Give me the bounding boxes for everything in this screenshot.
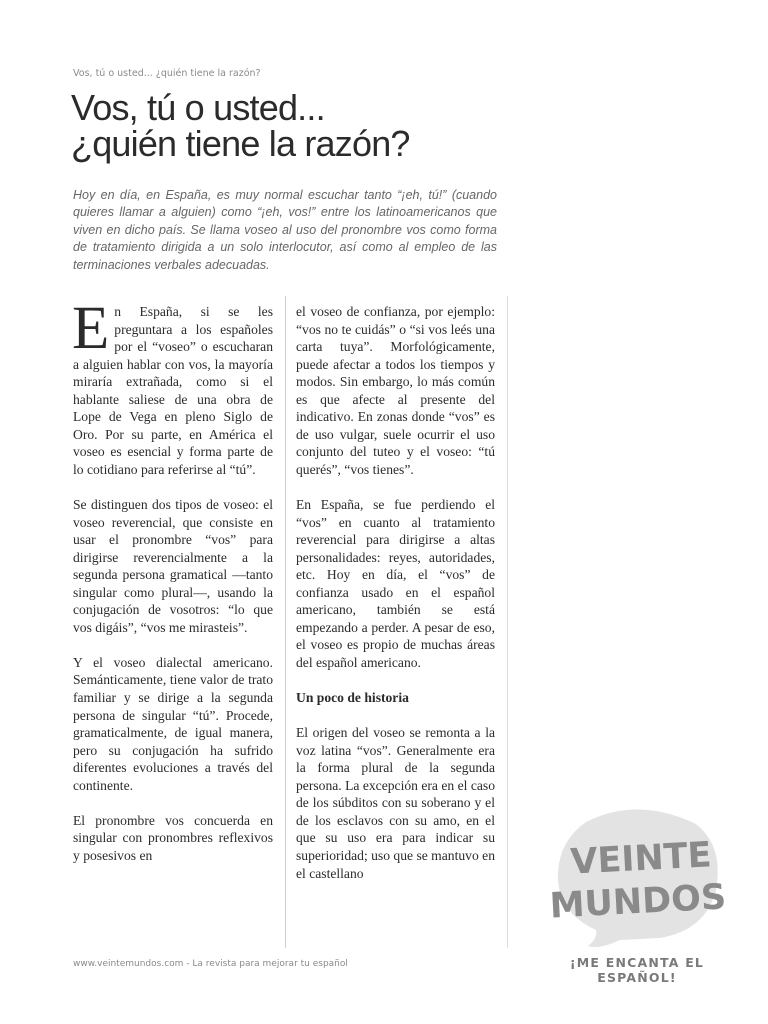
logo-tagline: ¡ME ENCANTA EL ESPAÑOL! (569, 955, 705, 985)
right-paragraph-3: El origen del voseo se remonta a la voz latina “vos”. Generalmente era la forma plural de la segunda persona. La excepción era en el caso de los súbditos con su soberano y el de los esclavos con su amo, en el que su uso era para indicar su superioridad; uso que se mantuvo en el castellano (296, 725, 495, 881)
right-column (296, 303, 495, 900)
left-paragraph-3: Y el voseo dialectal americano. Semánticamente, tiene valor de trato familiar y se dirige a la segunda persona de singular “tú”. Procede, gramaticalmente, de igual manera, pero su conjugación ha sufrido diferentes evoluciones a través del continente. (73, 654, 273, 793)
footer-url: www.veintemundos.com - La revista para mejorar tu español (73, 959, 348, 969)
right-margin-rule (507, 296, 508, 948)
article-title (71, 87, 410, 164)
title-line-2: ¿quién tiene la razón? (71, 123, 410, 164)
left-paragraph-2: Se distinguen dos tipos de voseo: el voseo reverencial, que consiste en usar el pronombre “vos” para dirigirse reverencialmente a la segunda persona gramatical —tanto singular como plural—, usando la conjugación de vosotros: “lo que vos digáis”, “vos me mirasteis”. (73, 497, 273, 635)
veintemundos-logo (548, 800, 728, 950)
left-column (72, 295, 273, 882)
right-paragraph-1: el voseo de confianza, por ejemplo: “vos no te cuidás” o “si vos leés una carta tuya”. Morfológicamente, puede afectar a todos los tiempos y modos. Sin embargo, lo más común es que afecte al presente del indicativo. En zonas donde “vos” es de uso vulgar, suele ocurrir el uso conjunto del tuteo y el voseo: “tú querés”, “vos tienes”. (296, 304, 495, 477)
left-paragraph-1 (72, 295, 273, 478)
article-intro: Hoy en día, en España, es muy normal escuchar tanto “¡eh, tú!” (cuando quieres llamar a alguien) como “¡eh, vos!” entre los latinoamericanos que viven en dicho país. Se llama voseo al uso del pronombre vos como forma de tratamiento dirigida a un solo interlocutor, así como al empleo de las terminaciones verbales adecuadas. (73, 188, 497, 272)
left-paragraph-1-text: n España, si se les preguntara a los españoles por el “voseo” o escucharan a alguien hablar con vos, la mayoría miraría extrañada, como si el hablante saliese de una obra de Lope de Vega en pleno Siglo de Oro. Por su parte, en América el voseo es esencial y forma parte de lo cotidiano para referirse al “tú”. (73, 304, 273, 477)
column-divider (285, 296, 286, 948)
logo-word-2: MUNDOS (548, 877, 728, 927)
drop-cap: E (72, 295, 110, 362)
section-subheading: Un poco de historia (296, 690, 409, 706)
running-header: Vos, tú o usted... ¿quién tiene la razón? (73, 68, 261, 79)
logo-word-1: VEINTE (569, 835, 713, 883)
left-paragraph-4: El pronombre vos concuerda en singular con pronombres reflexivos y posesivos en (73, 812, 273, 863)
right-paragraph-2: En España, se fue perdiendo el “vos” en cuanto al tratamiento reverencial para dirigirse a altas personalidades: reyes, autoridades, etc. Hoy en día, el “vos” de confianza usado en el español americano, también se está empezando a perder. A pesar de eso, el voseo es propio de muchas áreas del español americano. (296, 497, 495, 670)
title-line-1: Vos, tú o usted... (71, 87, 325, 128)
